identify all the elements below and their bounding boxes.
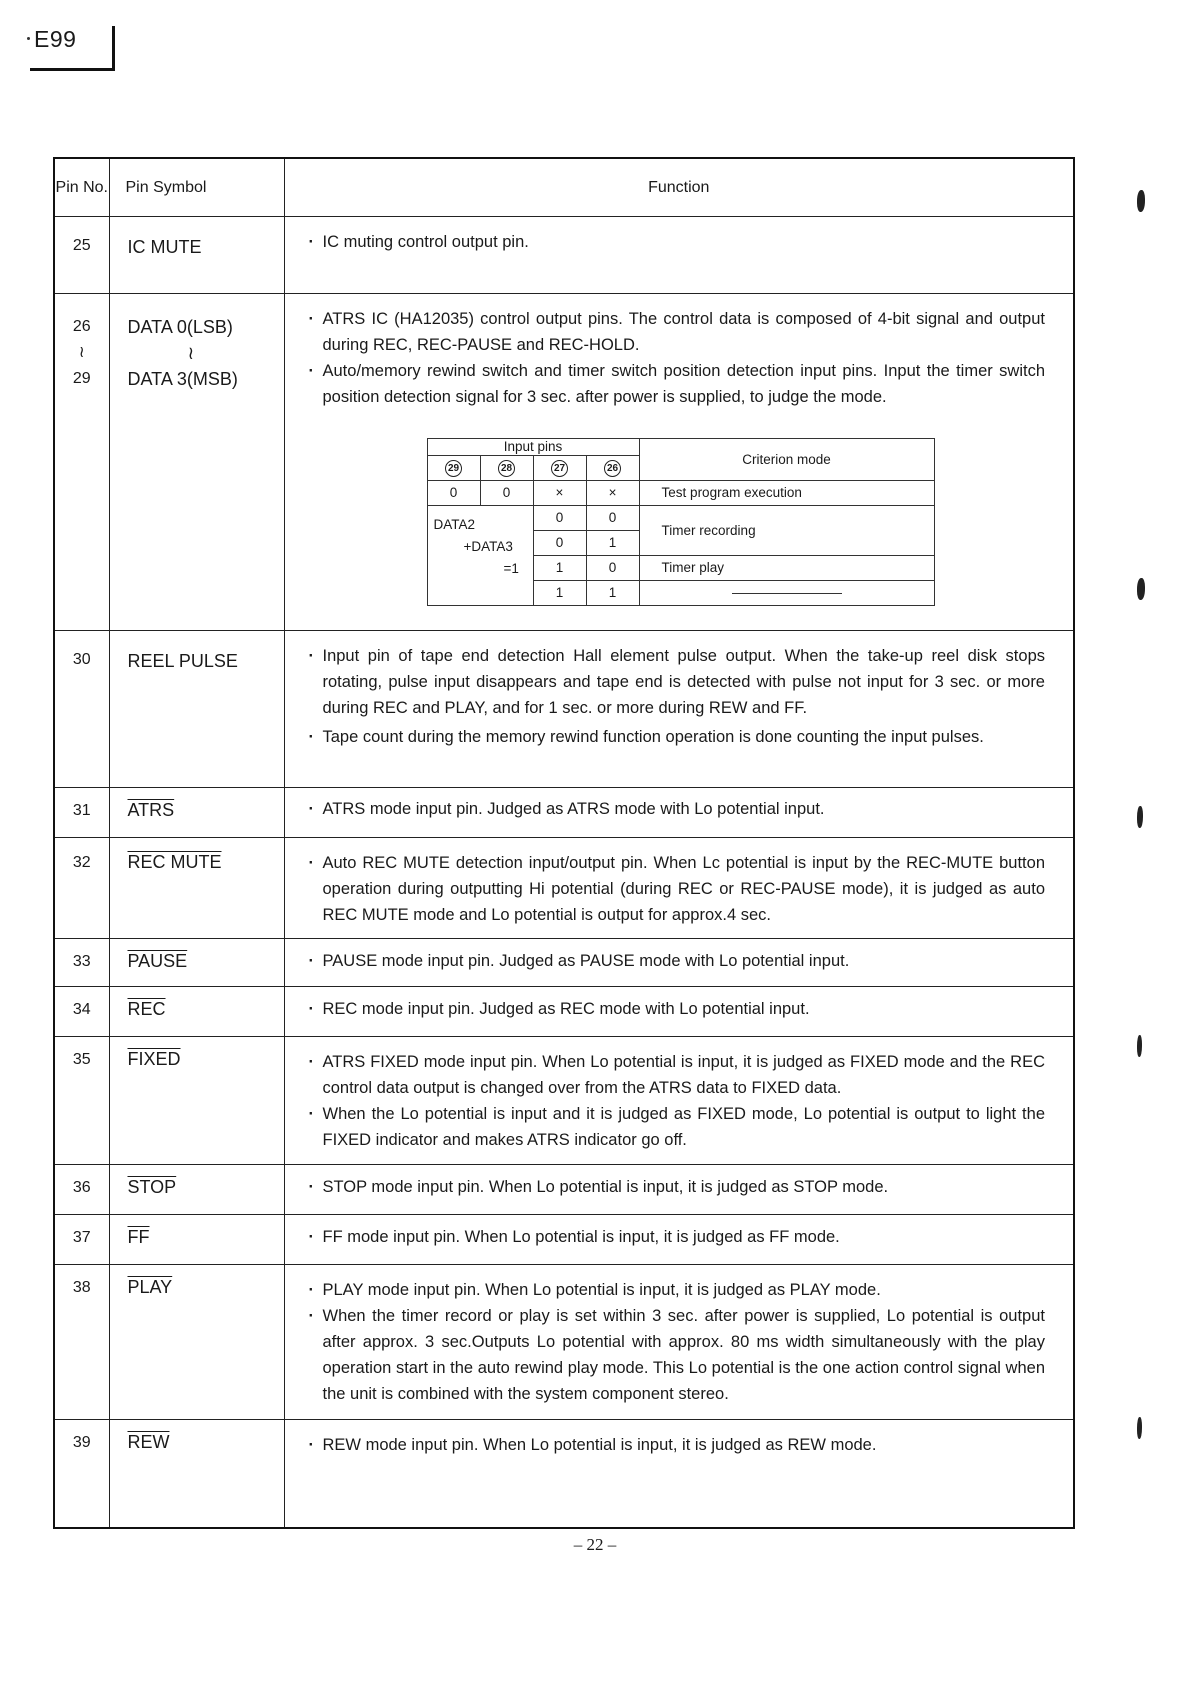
equals-one-label: =1 bbox=[503, 561, 519, 576]
criterion-table-wrapper bbox=[427, 438, 1046, 606]
criterion-cell: × bbox=[586, 481, 639, 506]
page-code: E99 bbox=[34, 26, 77, 52]
pin-symbol-text: PAUSE bbox=[127, 951, 188, 971]
pin-symbol-text: $\overline{FF}$ bbox=[127, 1227, 150, 1247]
binding-hole-mark bbox=[1137, 1035, 1142, 1057]
function-item: · IC muting control output pin. bbox=[323, 229, 1046, 255]
pin-symbol bbox=[109, 1165, 284, 1215]
pin-number: 33 bbox=[54, 939, 109, 987]
pin-symbol-text: STOP bbox=[127, 1177, 177, 1197]
criterion-cell: 1 bbox=[586, 531, 639, 556]
binding-hole-mark bbox=[1137, 806, 1143, 828]
pin-number-end: 29 bbox=[72, 370, 91, 387]
pin-symbol-start: DATA 0(LSB) bbox=[127, 317, 233, 337]
table-row bbox=[54, 1037, 1074, 1165]
dash-line bbox=[732, 593, 842, 594]
criterion-cell: × bbox=[533, 481, 586, 506]
criterion-row bbox=[427, 481, 934, 506]
criterion-cell: 0 bbox=[533, 506, 586, 531]
pin-symbol bbox=[109, 1215, 284, 1265]
function-item: · PLAY mode input pin. When Lo potential is input, it is judged as PLAY mode. bbox=[323, 1277, 1046, 1303]
function-item: · Tape count during the memory rewind function operation is done counting the input pulses. bbox=[323, 727, 1046, 747]
binding-hole-mark bbox=[1137, 578, 1145, 600]
function-item: · ATRS mode input pin. Judged as ATRS mode with Lo potential input. bbox=[323, 796, 1046, 822]
function-item: · STOP mode input pin. When Lo potential is input, it is judged as STOP mode. bbox=[323, 1174, 1046, 1200]
pin-symbol-text: ATRS bbox=[127, 800, 175, 820]
criterion-cell: 0 bbox=[427, 481, 480, 506]
table-row bbox=[54, 838, 1074, 939]
criterion-mode: Timer play bbox=[639, 556, 934, 581]
pin-symbol bbox=[109, 939, 284, 987]
pin-function bbox=[284, 788, 1074, 838]
pin-function bbox=[284, 1265, 1074, 1420]
pin-symbol-text: PLAY bbox=[127, 1277, 173, 1297]
criterion-mode-empty bbox=[639, 581, 934, 606]
pin-number: 25 bbox=[54, 217, 109, 294]
pin-symbol bbox=[109, 1420, 284, 1528]
function-item: · Input pin of tape end detection Hall element pulse output. When the take-up reel disk stops rotating, pulse input disappears and tape end is detected with pulse not input for 3 sec. or more during REC and PLAY, and for 1 sec. or more during REW and FF. bbox=[323, 643, 1046, 721]
function-item: · FF mode input pin. When Lo potential is input, it is judged as FF mode. bbox=[323, 1224, 1046, 1250]
table-row bbox=[54, 788, 1074, 838]
pin-27-label: 27 bbox=[533, 456, 586, 481]
pin-symbol bbox=[109, 631, 284, 788]
criterion-cell: 0 bbox=[586, 556, 639, 581]
table-row bbox=[54, 1265, 1074, 1420]
range-tilde: ≀ bbox=[187, 343, 195, 363]
function-item: · Auto/memory rewind switch and timer switch position detection input pins. Input the timer switch position detection signal for 3 sec. after power is supplied, to judge the mode. bbox=[323, 358, 1046, 410]
pin-symbol-range bbox=[109, 294, 284, 631]
data3-label: +DATA3 bbox=[463, 539, 513, 554]
data2-label: DATA2 bbox=[433, 517, 476, 532]
pin-function bbox=[284, 1215, 1074, 1265]
header-pin-no: Pin No. bbox=[54, 158, 109, 217]
page-number: – 22 – bbox=[573, 1535, 617, 1554]
table-row bbox=[54, 294, 1074, 631]
pin-symbol-text: REEL PULSE bbox=[127, 651, 238, 671]
pin-function bbox=[284, 987, 1074, 1037]
function-item: · When the Lo potential is input and it is judged as FIXED mode, Lo potential is output to light the FIXED indicator and makes ATRS indicator go off. bbox=[323, 1101, 1046, 1153]
table-row bbox=[54, 1420, 1074, 1528]
pin-function bbox=[284, 1420, 1074, 1528]
pin-function bbox=[284, 217, 1074, 294]
criterion-cell: 1 bbox=[533, 556, 586, 581]
criterion-table bbox=[427, 438, 935, 606]
function-item: · Auto REC MUTE detection input/output pin. When Lc potential is input by the REC-MUTE button operation during outputting Hi potential (during REC or REC-PAUSE mode), it is judged as auto REC MUTE mode and Lo potential is output for approx.4 sec. bbox=[323, 850, 1046, 928]
pin-number: 37 bbox=[54, 1215, 109, 1265]
pin-symbol-text: $\overline{REW}$ bbox=[127, 1432, 170, 1452]
function-item: · PAUSE mode input pin. Judged as PAUSE mode with Lo potential input. bbox=[323, 948, 1046, 974]
function-item: · ATRS FIXED mode input pin. When Lo potential is input, it is judged as FIXED mode and the REC control data output is changed over from the ATRS data to FIXED data. bbox=[323, 1049, 1046, 1101]
pin-number: 36 bbox=[54, 1165, 109, 1215]
pin-number: 30 bbox=[54, 631, 109, 788]
input-pins-header: Input pins bbox=[427, 439, 639, 456]
function-item: · When the timer record or play is set within 3 sec. after power is supplied, Lo potential is output after approx. 3 sec.Outputs Lo potential with approx. 80 ms width simultaneously with the play operation start in the auto rewind play mode. This Lo potential is the one action control signal when the unit is combined with the system component stereo. bbox=[323, 1303, 1046, 1407]
pin-function bbox=[284, 631, 1074, 788]
pin-function bbox=[284, 1037, 1074, 1165]
pin-number: 38 bbox=[54, 1265, 109, 1420]
page-code-bracket bbox=[30, 26, 115, 71]
criterion-cell: 1 bbox=[586, 581, 639, 606]
binding-hole-mark bbox=[1137, 190, 1145, 212]
pin-function-table bbox=[53, 157, 1075, 1529]
pin-26-label: 26 bbox=[586, 456, 639, 481]
binding-hole-mark bbox=[1137, 1417, 1142, 1439]
table-row bbox=[54, 631, 1074, 788]
pin-symbol bbox=[109, 987, 284, 1037]
pin-number: 35 bbox=[54, 1037, 109, 1165]
header-pin-symbol: Pin Symbol bbox=[109, 158, 284, 217]
pin-symbol bbox=[109, 788, 284, 838]
pin-symbol-text: FIXED bbox=[127, 1049, 181, 1069]
criterion-cell: 0 bbox=[586, 506, 639, 531]
table-row bbox=[54, 217, 1074, 294]
function-item: · REW mode input pin. When Lo potential is input, it is judged as REW mode. bbox=[323, 1432, 1046, 1458]
range-tilde: ≀ bbox=[78, 344, 85, 361]
data2-data3-condition bbox=[427, 506, 533, 606]
pin-symbol bbox=[109, 1265, 284, 1420]
pin-number: 32 bbox=[54, 838, 109, 939]
pin-number: 34 bbox=[54, 987, 109, 1037]
table-row bbox=[54, 1165, 1074, 1215]
header-function: Function bbox=[284, 158, 1074, 217]
criterion-mode: Test program execution bbox=[639, 481, 934, 506]
criterion-mode-header: Criterion mode bbox=[639, 439, 934, 481]
pin-function bbox=[284, 1165, 1074, 1215]
pin-symbol-end: DATA 3(MSB) bbox=[127, 369, 238, 389]
table-header-row bbox=[54, 158, 1074, 217]
pin-symbol bbox=[109, 1037, 284, 1165]
pin-function bbox=[284, 939, 1074, 987]
pin-29-label: 29 bbox=[427, 456, 480, 481]
criterion-row bbox=[427, 506, 934, 531]
criterion-cell: 0 bbox=[533, 531, 586, 556]
table-row bbox=[54, 939, 1074, 987]
function-item: · REC mode input pin. Judged as REC mode with Lo potential input. bbox=[323, 996, 1046, 1022]
pin-symbol bbox=[109, 217, 284, 294]
table-row bbox=[54, 1215, 1074, 1265]
criterion-cell: 0 bbox=[480, 481, 533, 506]
pin-28-label: 28 bbox=[480, 456, 533, 481]
pin-number-range bbox=[54, 294, 109, 631]
pin-symbol-text: REC MUTE bbox=[127, 852, 222, 872]
criterion-cell: 1 bbox=[533, 581, 586, 606]
pin-symbol-text: IC MUTE bbox=[127, 237, 202, 257]
pin-number-start: 26 bbox=[72, 318, 91, 335]
pin-number: 31 bbox=[54, 788, 109, 838]
criterion-mode: Timer recording bbox=[639, 506, 934, 556]
pin-symbol-text: $\overline{REC}$ bbox=[127, 999, 166, 1019]
pin-symbol bbox=[109, 838, 284, 939]
table-row bbox=[54, 987, 1074, 1037]
pin-number: 39 bbox=[54, 1420, 109, 1528]
pin-function bbox=[284, 838, 1074, 939]
function-item: · ATRS IC (HA12035) control output pins. The control data is composed of 4-bit signal and output during REC, REC-PAUSE and REC-HOLD. bbox=[323, 306, 1046, 358]
pin-function bbox=[284, 294, 1074, 631]
